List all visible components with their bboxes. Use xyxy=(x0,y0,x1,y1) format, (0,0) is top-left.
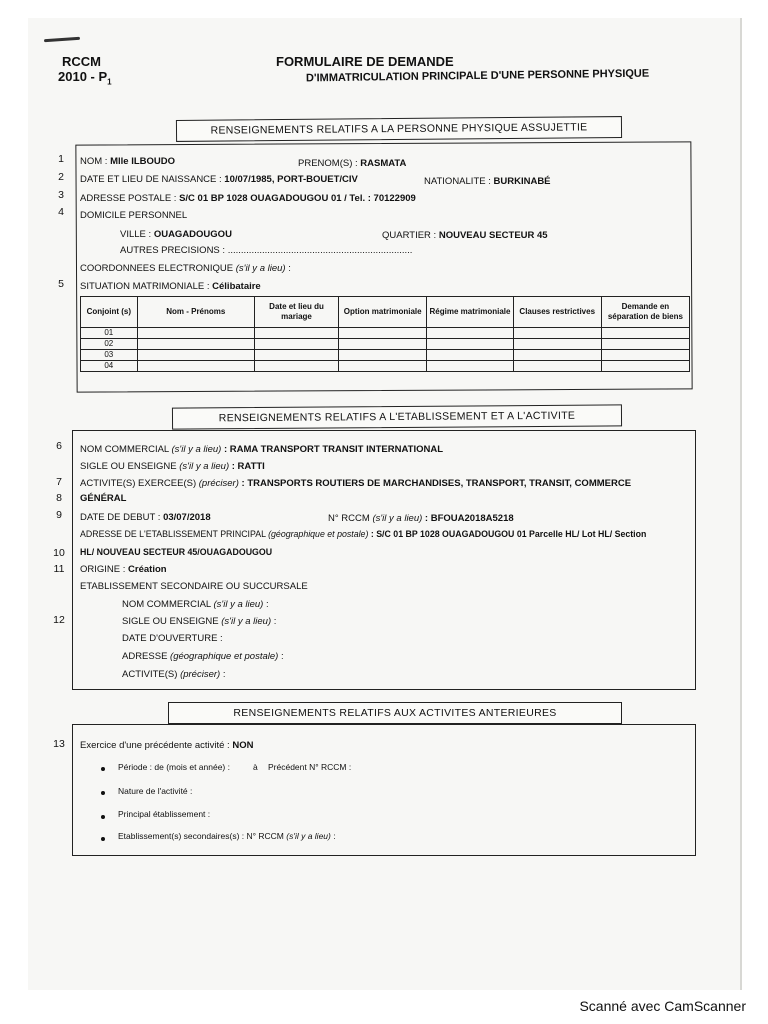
field-domicile: DOMICILE PERSONNEL xyxy=(80,210,188,221)
bullet-icon xyxy=(101,791,105,795)
field-etablissements-secondaires: Etablissement(s) secondaires(s) : N° RCCM (s'il y a lieu) : xyxy=(118,831,336,841)
field-situation: SITUATION MATRIMONIALE : Célibataire xyxy=(80,281,261,292)
row-label: 01 xyxy=(81,328,138,339)
field-precedent-rccm: Précédent N° RCCM : xyxy=(268,762,352,772)
col-regime: Régime matrimoniale xyxy=(427,297,513,328)
conjoint-table xyxy=(80,296,690,372)
row-number-5: 5 xyxy=(58,278,64,290)
field-activite-suite: GÉNÉRAL xyxy=(80,493,127,504)
row-number-13: 13 xyxy=(53,738,65,750)
col-date-mariage: Date et lieu du mariage xyxy=(255,297,339,328)
col-nom-prenoms: Nom - Prénoms xyxy=(137,297,254,328)
row-number-2: 2 xyxy=(58,171,64,183)
row-number-3: 3 xyxy=(58,189,64,201)
field-adresse-suite: HL/ NOUVEAU SECTEUR 45/OUAGADOUGOU xyxy=(80,547,273,557)
row-number-6: 6 xyxy=(56,440,62,452)
form-subtitle: D'IMMATRICULATION PRINCIPALE D'UNE PERSONNE PHYSIQUE xyxy=(305,67,650,85)
field-sigle: SIGLE OU ENSEIGNE (s'il y a lieu) : RATTI xyxy=(80,461,265,472)
row-number-9: 9 xyxy=(56,509,62,521)
field-sec-nom-commercial: NOM COMMERCIAL (s'il y a lieu) : xyxy=(122,599,269,610)
table-row xyxy=(81,350,690,361)
bullet-icon xyxy=(101,767,105,771)
field-date-naissance: DATE ET LIEU DE NAISSANCE : 10/07/1985, PORT-BOUET/CIV xyxy=(80,174,358,185)
field-etablissement-secondaire: ETABLISSEMENT SECONDAIRE OU SUCCURSALE xyxy=(80,581,308,592)
field-sec-sigle: SIGLE OU ENSEIGNE (s'il y a lieu) : xyxy=(122,616,277,627)
field-nationalite: NATIONALITE : BURKINABÉ xyxy=(424,176,551,187)
field-date-debut: DATE DE DEBUT : 03/07/2018 xyxy=(80,512,211,523)
form-code-line1: RCCM xyxy=(62,54,101,69)
row-number-11: 11 xyxy=(53,563,65,575)
col-conjoint: Conjoint (s) xyxy=(81,297,138,328)
table-row xyxy=(81,339,690,350)
row-number-4: 4 xyxy=(58,206,64,218)
field-ville: VILLE : OUAGADOUGOU xyxy=(120,229,232,240)
field-coordonnees: COORDONNEES ELECTRONIQUE (s'il y a lieu) : xyxy=(80,263,291,274)
field-periode: Période : de (mois et année) : xyxy=(118,762,230,772)
field-sec-activite: ACTIVITE(S) (préciser) : xyxy=(122,669,226,680)
camscanner-watermark: Scanné avec CamScanner xyxy=(579,998,746,1014)
row-label: 02 xyxy=(81,339,138,350)
row-number-12: 12 xyxy=(53,614,65,626)
field-quartier: QUARTIER : NOUVEAU SECTEUR 45 xyxy=(382,230,548,241)
section-title-etablissement: RENSEIGNEMENTS RELATIFS A L'ETABLISSEMENT ET A L'ACTIVITE xyxy=(172,404,622,429)
row-label: 04 xyxy=(81,361,138,372)
field-periode-a: à xyxy=(253,762,258,772)
row-label: 03 xyxy=(81,350,138,361)
table-row xyxy=(81,361,690,372)
field-activite: ACTIVITE(S) EXERCEE(S) (préciser) : TRANSPORTS ROUTIERS DE MARCHANDISES, TRANSPORT, TRANSIT, COMMERCE xyxy=(80,478,632,489)
row-number-7: 7 xyxy=(56,476,62,488)
bullet-icon xyxy=(101,815,105,819)
conjoint-table-header xyxy=(81,297,690,328)
field-sec-date-ouverture: DATE D'OUVERTURE : xyxy=(122,633,223,644)
col-clauses: Clauses restrictives xyxy=(513,297,601,328)
field-sec-adresse: ADRESSE (géographique et postale) : xyxy=(122,651,284,662)
field-principal-etablissement: Principal établissement : xyxy=(118,809,211,819)
field-adresse-etablissement: ADRESSE DE L'ETABLISSEMENT PRINCIPAL (géographique et postale) : S/C 01 BP 1028 OUAGADOUGOU 01 Parcelle HL/ Lot HL/ Section xyxy=(80,529,647,539)
row-number-1: 1 xyxy=(58,153,64,165)
field-nom: NOM : Mlle ILBOUDO xyxy=(80,156,176,167)
row-number-10: 10 xyxy=(53,547,65,559)
form-title: FORMULAIRE DE DEMANDE xyxy=(276,54,454,69)
field-nom-commercial: NOM COMMERCIAL (s'il y a lieu) : RAMA TRANSPORT TRANSIT INTERNATIONAL xyxy=(80,444,443,455)
field-adresse-postale: ADRESSE POSTALE : S/C 01 BP 1028 OUAGADOUGOU 01 / Tel. : 70122909 xyxy=(80,193,416,204)
form-code-line2: $2010 - P_1$ xyxy=(58,69,112,87)
field-autres-precisions: AUTRES PRECISIONS : ...................................................................... xyxy=(120,245,413,256)
table-row xyxy=(81,328,690,339)
col-option: Option matrimoniale xyxy=(339,297,427,328)
field-origine: ORIGINE : Création xyxy=(80,564,167,575)
field-rccm: N° RCCM (s'il y a lieu) : BFOUA2018A5218 xyxy=(328,513,514,524)
field-nature-activite: Nature de l'activité : xyxy=(118,786,193,796)
bullet-icon xyxy=(101,837,105,841)
section-title-personne: RENSEIGNEMENTS RELATIFS A LA PERSONNE PHYSIQUE ASSUJETTIE xyxy=(176,116,622,142)
row-number-8: 8 xyxy=(56,492,62,504)
col-separation: Demande en séparation de biens xyxy=(601,297,689,328)
section-title-activites-anterieures: RENSEIGNEMENTS RELATIFS AUX ACTIVITES ANTERIEURES xyxy=(168,702,622,724)
field-exercice: Exercice d'une précédente activité : NON xyxy=(80,740,254,751)
field-prenom: PRENOM(S) : RASMATA xyxy=(298,158,407,169)
